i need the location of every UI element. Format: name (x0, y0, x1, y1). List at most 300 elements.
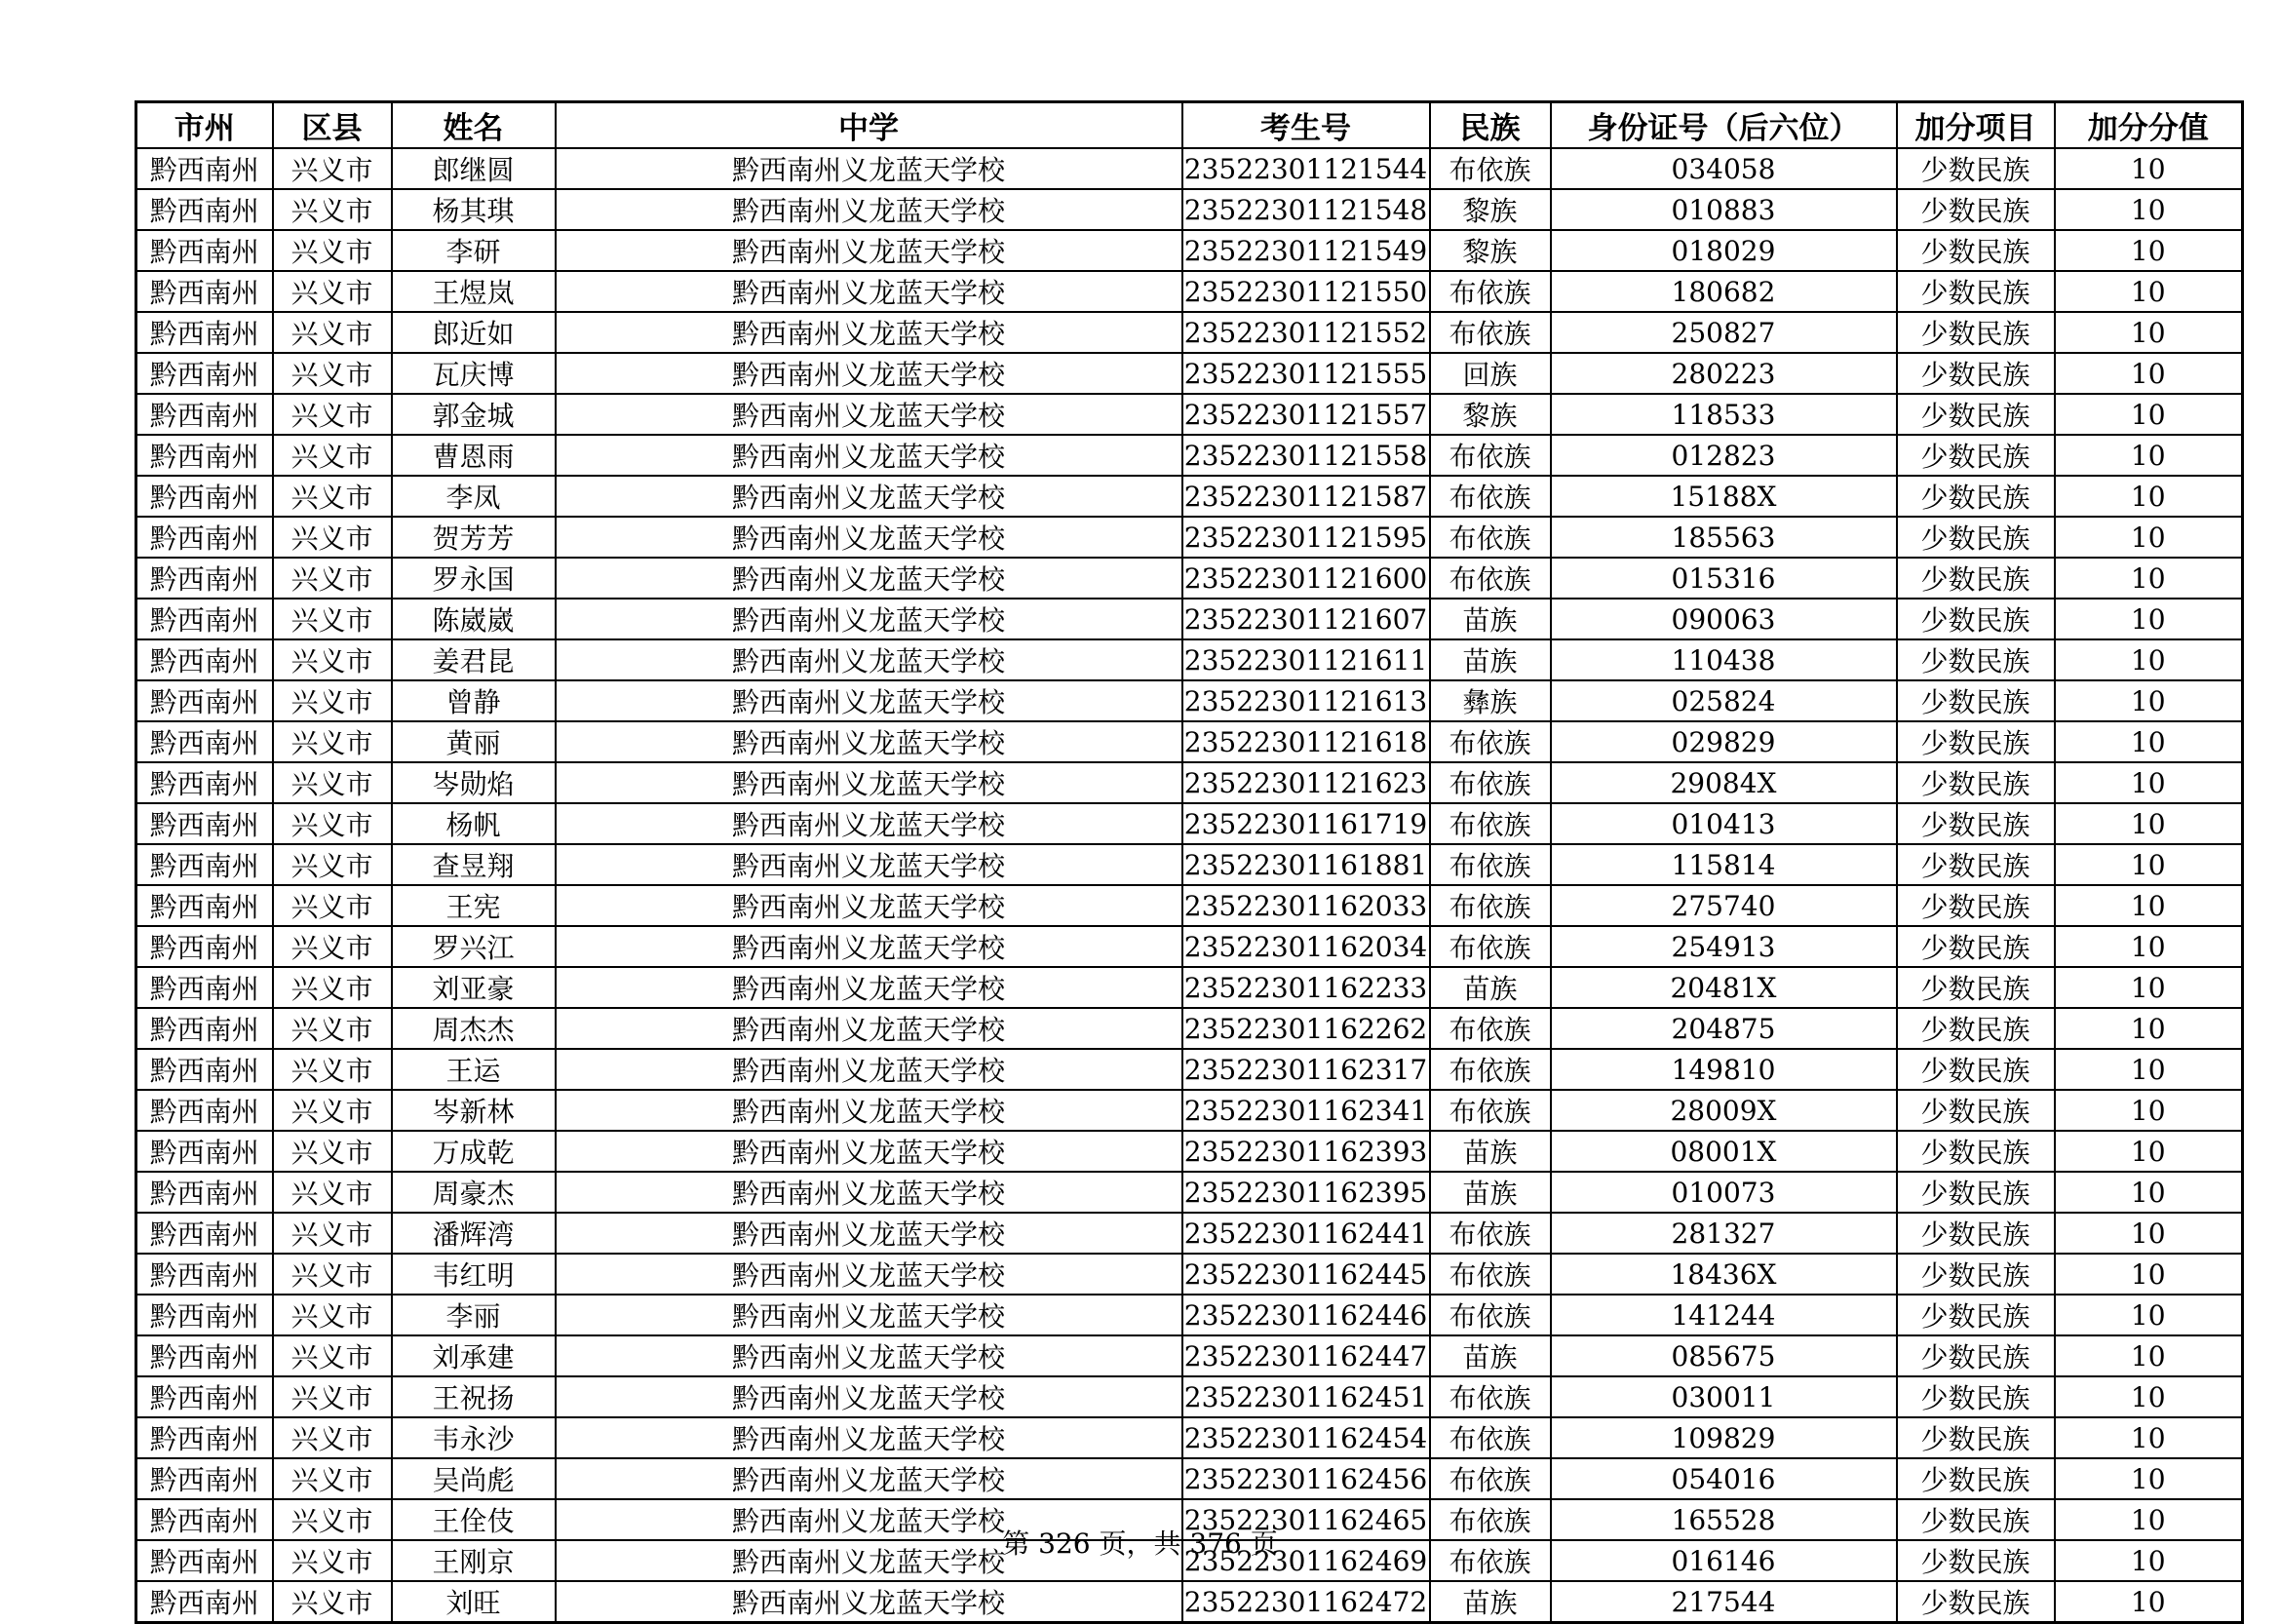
ethnicity-cell: 布依族 (1430, 476, 1551, 517)
bonus-item-cell: 少数民族 (1897, 189, 2055, 230)
bonus-score-cell: 10 (2055, 1172, 2243, 1213)
district-cell: 兴义市 (273, 1172, 392, 1213)
ethnicity-cell: 布依族 (1430, 1458, 1551, 1499)
ethnicity-cell: 苗族 (1430, 599, 1551, 639)
table-row (136, 1172, 2243, 1213)
city-cell: 黔西南州 (136, 1254, 273, 1295)
district-cell: 兴义市 (273, 926, 392, 967)
school-cell: 黔西南州义龙蓝天学校 (556, 885, 1182, 926)
city-cell: 黔西南州 (136, 680, 273, 721)
bonus-score-cell: 10 (2055, 1335, 2243, 1376)
exam-id-cell: 23522301162445 (1182, 1254, 1430, 1295)
id-suffix-cell: 185563 (1551, 517, 1897, 558)
school-cell: 黔西南州义龙蓝天学校 (556, 762, 1182, 803)
school-cell: 黔西南州义龙蓝天学校 (556, 1008, 1182, 1049)
school-cell: 黔西南州义龙蓝天学校 (556, 517, 1182, 558)
ethnicity-cell: 黎族 (1430, 394, 1551, 435)
bonus-score-cell: 10 (2055, 803, 2243, 844)
table-row (136, 844, 2243, 885)
name-cell: 郭金城 (392, 394, 556, 435)
name-cell: 周杰杰 (392, 1008, 556, 1049)
id-suffix-cell: 165528 (1551, 1499, 1897, 1540)
name-cell: 姜君昆 (392, 639, 556, 680)
school-cell: 黔西南州义龙蓝天学校 (556, 1254, 1182, 1295)
district-cell: 兴义市 (273, 721, 392, 762)
ethnicity-cell: 布依族 (1430, 721, 1551, 762)
exam-id-cell: 23522301121555 (1182, 353, 1430, 394)
school-cell: 黔西南州义龙蓝天学校 (556, 680, 1182, 721)
id-suffix-cell: 281327 (1551, 1213, 1897, 1254)
table-row (136, 721, 2243, 762)
name-cell: 贺芳芳 (392, 517, 556, 558)
district-cell: 兴义市 (273, 230, 392, 271)
exam-id-cell: 23522301121595 (1182, 517, 1430, 558)
name-cell: 刘承建 (392, 1335, 556, 1376)
ethnicity-cell: 黎族 (1430, 189, 1551, 230)
table-row (136, 435, 2243, 476)
exam-id-cell: 23522301121587 (1182, 476, 1430, 517)
ethnicity-cell: 布依族 (1430, 148, 1551, 189)
table-row (136, 762, 2243, 803)
page-number: 第 326 页，共 376 页 (1002, 1527, 1278, 1560)
name-cell: 郎继圆 (392, 148, 556, 189)
bonus-item-cell: 少数民族 (1897, 1295, 2055, 1335)
school-cell: 黔西南州义龙蓝天学校 (556, 1213, 1182, 1254)
ethnicity-cell: 布依族 (1430, 435, 1551, 476)
school-cell: 黔西南州义龙蓝天学校 (556, 1335, 1182, 1376)
name-cell: 陈崴崴 (392, 599, 556, 639)
bonus-score-cell: 10 (2055, 476, 2243, 517)
exam-id-cell: 23522301121611 (1182, 639, 1430, 680)
header-row (136, 102, 2243, 149)
ethnicity-cell: 苗族 (1430, 967, 1551, 1008)
id-suffix-cell: 016146 (1551, 1540, 1897, 1581)
bonus-score-cell: 10 (2055, 435, 2243, 476)
exam-id-cell: 23522301121607 (1182, 599, 1430, 639)
exam-id-cell: 23522301162451 (1182, 1376, 1430, 1417)
bonus-score-cell: 10 (2055, 148, 2243, 189)
id-suffix-cell: 15188X (1551, 476, 1897, 517)
district-cell: 兴义市 (273, 1540, 392, 1581)
city-cell: 黔西南州 (136, 599, 273, 639)
district-cell: 兴义市 (273, 1458, 392, 1499)
bonus-score-cell: 10 (2055, 1581, 2243, 1623)
district-cell: 兴义市 (273, 435, 392, 476)
table-row (136, 1458, 2243, 1499)
district-cell: 兴义市 (273, 1049, 392, 1090)
bonus-item-cell: 少数民族 (1897, 762, 2055, 803)
city-cell: 黔西南州 (136, 1295, 273, 1335)
exam-id-cell: 23522301162465 (1182, 1499, 1430, 1540)
bonus-score-cell: 10 (2055, 1049, 2243, 1090)
id-suffix-cell: 254913 (1551, 926, 1897, 967)
table-row (136, 394, 2243, 435)
district-cell: 兴义市 (273, 1499, 392, 1540)
city-cell: 黔西南州 (136, 1335, 273, 1376)
bonus-item-cell: 少数民族 (1897, 1090, 2055, 1131)
city-cell: 黔西南州 (136, 1049, 273, 1090)
district-cell: 兴义市 (273, 1417, 392, 1458)
school-cell: 黔西南州义龙蓝天学校 (556, 353, 1182, 394)
bonus-score-cell: 10 (2055, 312, 2243, 353)
district-cell: 兴义市 (273, 680, 392, 721)
name-cell: 曹恩雨 (392, 435, 556, 476)
name-cell: 曾静 (392, 680, 556, 721)
exam-id-cell: 23522301121600 (1182, 558, 1430, 599)
exam-id-cell: 23522301121558 (1182, 435, 1430, 476)
id-suffix-cell: 180682 (1551, 271, 1897, 312)
district-cell: 兴义市 (273, 558, 392, 599)
name-cell: 刘亚豪 (392, 967, 556, 1008)
bonus-score-cell: 10 (2055, 1499, 2243, 1540)
table-row (136, 680, 2243, 721)
table-row (136, 926, 2243, 967)
table-row (136, 353, 2243, 394)
bonus-score-cell: 10 (2055, 1213, 2243, 1254)
school-cell: 黔西南州义龙蓝天学校 (556, 967, 1182, 1008)
id-suffix-cell: 030011 (1551, 1376, 1897, 1417)
district-cell: 兴义市 (273, 476, 392, 517)
city-cell: 黔西南州 (136, 1417, 273, 1458)
city-cell: 黔西南州 (136, 517, 273, 558)
district-cell: 兴义市 (273, 394, 392, 435)
bonus-item-cell: 少数民族 (1897, 271, 2055, 312)
city-cell: 黔西南州 (136, 230, 273, 271)
name-cell: 罗永国 (392, 558, 556, 599)
ethnicity-cell: 苗族 (1430, 639, 1551, 680)
ethnicity-cell: 布依族 (1430, 1049, 1551, 1090)
id-suffix-cell: 29084X (1551, 762, 1897, 803)
bonus-item-cell: 少数民族 (1897, 599, 2055, 639)
school-cell: 黔西南州义龙蓝天学校 (556, 639, 1182, 680)
city-cell: 黔西南州 (136, 721, 273, 762)
city-cell: 黔西南州 (136, 476, 273, 517)
district-cell: 兴义市 (273, 189, 392, 230)
district-cell: 兴义市 (273, 312, 392, 353)
exam-id-cell: 23522301162441 (1182, 1213, 1430, 1254)
bonus-score-cell: 10 (2055, 353, 2243, 394)
ethnicity-cell: 布依族 (1430, 1008, 1551, 1049)
school-cell: 黔西南州义龙蓝天学校 (556, 271, 1182, 312)
school-cell: 黔西南州义龙蓝天学校 (556, 312, 1182, 353)
district-cell: 兴义市 (273, 1295, 392, 1335)
bonus-score-cell: 10 (2055, 1090, 2243, 1131)
school-cell: 黔西南州义龙蓝天学校 (556, 1049, 1182, 1090)
name-cell: 韦红明 (392, 1254, 556, 1295)
id-suffix-cell: 054016 (1551, 1458, 1897, 1499)
ethnicity-cell: 布依族 (1430, 1295, 1551, 1335)
city-cell: 黔西南州 (136, 1540, 273, 1581)
name-cell: 查昱翔 (392, 844, 556, 885)
bonus-score-cell: 10 (2055, 1376, 2243, 1417)
district-cell: 兴义市 (273, 1581, 392, 1623)
bonus-item-cell: 少数民族 (1897, 639, 2055, 680)
school-cell: 黔西南州义龙蓝天学校 (556, 844, 1182, 885)
table-row (136, 599, 2243, 639)
exam-id-cell: 23522301162472 (1182, 1581, 1430, 1623)
bonus-item-cell: 少数民族 (1897, 721, 2055, 762)
bonus-score-cell: 10 (2055, 885, 2243, 926)
ethnicity-cell: 布依族 (1430, 517, 1551, 558)
city-cell: 黔西南州 (136, 844, 273, 885)
exam-id-cell: 23522301161881 (1182, 844, 1430, 885)
district-cell: 兴义市 (273, 803, 392, 844)
district-cell: 兴义市 (273, 762, 392, 803)
id-suffix-cell: 012823 (1551, 435, 1897, 476)
score-bonus-table (135, 100, 2244, 1624)
bonus-item-cell: 少数民族 (1897, 230, 2055, 271)
city-cell: 黔西南州 (136, 885, 273, 926)
school-cell: 黔西南州义龙蓝天学校 (556, 1417, 1182, 1458)
ethnicity-cell: 布依族 (1430, 926, 1551, 967)
column-header-name: 姓名 (392, 102, 556, 149)
bonus-score-cell: 10 (2055, 762, 2243, 803)
table-row (136, 271, 2243, 312)
city-cell: 黔西南州 (136, 189, 273, 230)
bonus-score-cell: 10 (2055, 1008, 2243, 1049)
id-suffix-cell: 18436X (1551, 1254, 1897, 1295)
table-row (136, 189, 2243, 230)
ethnicity-cell: 布依族 (1430, 1499, 1551, 1540)
column-header-city: 市州 (136, 102, 273, 149)
table-row (136, 1417, 2243, 1458)
city-cell: 黔西南州 (136, 1008, 273, 1049)
ethnicity-cell: 布依族 (1430, 762, 1551, 803)
table-row (136, 517, 2243, 558)
bonus-item-cell: 少数民族 (1897, 926, 2055, 967)
table-row (136, 885, 2243, 926)
table-row (136, 1049, 2243, 1090)
id-suffix-cell: 141244 (1551, 1295, 1897, 1335)
school-cell: 黔西南州义龙蓝天学校 (556, 1499, 1182, 1540)
district-cell: 兴义市 (273, 517, 392, 558)
id-suffix-cell: 217544 (1551, 1581, 1897, 1623)
bonus-score-cell: 10 (2055, 721, 2243, 762)
id-suffix-cell: 280223 (1551, 353, 1897, 394)
bonus-item-cell: 少数民族 (1897, 435, 2055, 476)
ethnicity-cell: 回族 (1430, 353, 1551, 394)
exam-id-cell: 23522301162454 (1182, 1417, 1430, 1458)
city-cell: 黔西南州 (136, 435, 273, 476)
id-suffix-cell: 085675 (1551, 1335, 1897, 1376)
city-cell: 黔西南州 (136, 1172, 273, 1213)
exam-id-cell: 23522301162034 (1182, 926, 1430, 967)
name-cell: 郎近如 (392, 312, 556, 353)
id-suffix-cell: 275740 (1551, 885, 1897, 926)
bonus-item-cell: 少数民族 (1897, 680, 2055, 721)
district-cell: 兴义市 (273, 271, 392, 312)
ethnicity-cell: 彝族 (1430, 680, 1551, 721)
district-cell: 兴义市 (273, 353, 392, 394)
ethnicity-cell: 布依族 (1430, 271, 1551, 312)
city-cell: 黔西南州 (136, 312, 273, 353)
exam-id-cell: 23522301161719 (1182, 803, 1430, 844)
id-suffix-cell: 118533 (1551, 394, 1897, 435)
city-cell: 黔西南州 (136, 1090, 273, 1131)
ethnicity-cell: 布依族 (1430, 558, 1551, 599)
bonus-score-cell: 10 (2055, 271, 2243, 312)
school-cell: 黔西南州义龙蓝天学校 (556, 1131, 1182, 1172)
ethnicity-cell: 布依族 (1430, 1090, 1551, 1131)
bonus-item-cell: 少数民族 (1897, 1458, 2055, 1499)
exam-id-cell: 23522301162233 (1182, 967, 1430, 1008)
district-cell: 兴义市 (273, 1254, 392, 1295)
name-cell: 刘旺 (392, 1581, 556, 1623)
district-cell: 兴义市 (273, 1008, 392, 1049)
id-suffix-cell: 010883 (1551, 189, 1897, 230)
name-cell: 王祝扬 (392, 1376, 556, 1417)
id-suffix-cell: 149810 (1551, 1049, 1897, 1090)
district-cell: 兴义市 (273, 639, 392, 680)
id-suffix-cell: 250827 (1551, 312, 1897, 353)
bonus-score-cell: 10 (2055, 680, 2243, 721)
id-suffix-cell: 025824 (1551, 680, 1897, 721)
exam-id-cell: 23522301121548 (1182, 189, 1430, 230)
district-cell: 兴义市 (273, 148, 392, 189)
school-cell: 黔西南州义龙蓝天学校 (556, 721, 1182, 762)
school-cell: 黔西南州义龙蓝天学校 (556, 435, 1182, 476)
column-header-school: 中学 (556, 102, 1182, 149)
district-cell: 兴义市 (273, 1090, 392, 1131)
table-row (136, 1254, 2243, 1295)
school-cell: 黔西南州义龙蓝天学校 (556, 926, 1182, 967)
exam-id-cell: 23522301121557 (1182, 394, 1430, 435)
table-row (136, 312, 2243, 353)
bonus-item-cell: 少数民族 (1897, 517, 2055, 558)
name-cell: 潘辉湾 (392, 1213, 556, 1254)
bonus-item-cell: 少数民族 (1897, 1417, 2055, 1458)
name-cell: 岑勋焰 (392, 762, 556, 803)
city-cell: 黔西南州 (136, 1376, 273, 1417)
name-cell: 李凤 (392, 476, 556, 517)
bonus-item-cell: 少数民族 (1897, 394, 2055, 435)
district-cell: 兴义市 (273, 1376, 392, 1417)
exam-id-cell: 23522301162456 (1182, 1458, 1430, 1499)
ethnicity-cell: 布依族 (1430, 1376, 1551, 1417)
exam-id-cell: 23522301121549 (1182, 230, 1430, 271)
exam-id-cell: 23522301121552 (1182, 312, 1430, 353)
id-suffix-cell: 015316 (1551, 558, 1897, 599)
city-cell: 黔西南州 (136, 353, 273, 394)
ethnicity-cell: 苗族 (1430, 1581, 1551, 1623)
name-cell: 王煜岚 (392, 271, 556, 312)
column-header-id-suffix: 身份证号（后六位） (1551, 102, 1897, 149)
district-cell: 兴义市 (273, 1213, 392, 1254)
bonus-item-cell: 少数民族 (1897, 148, 2055, 189)
exam-id-cell: 23522301162447 (1182, 1335, 1430, 1376)
id-suffix-cell: 110438 (1551, 639, 1897, 680)
bonus-score-cell: 10 (2055, 844, 2243, 885)
table-row (136, 148, 2243, 189)
city-cell: 黔西南州 (136, 967, 273, 1008)
school-cell: 黔西南州义龙蓝天学校 (556, 394, 1182, 435)
table-row (136, 1295, 2243, 1335)
bonus-item-cell: 少数民族 (1897, 1008, 2055, 1049)
bonus-item-cell: 少数民族 (1897, 1540, 2055, 1581)
district-cell: 兴义市 (273, 1335, 392, 1376)
name-cell: 吴尚彪 (392, 1458, 556, 1499)
name-cell: 韦永沙 (392, 1417, 556, 1458)
exam-id-cell: 23522301121550 (1182, 271, 1430, 312)
bonus-score-cell: 10 (2055, 1295, 2243, 1335)
name-cell: 杨其琪 (392, 189, 556, 230)
bonus-item-cell: 少数民族 (1897, 803, 2055, 844)
column-header-bonus-item: 加分项目 (1897, 102, 2055, 149)
bonus-score-cell: 10 (2055, 639, 2243, 680)
city-cell: 黔西南州 (136, 926, 273, 967)
bonus-item-cell: 少数民族 (1897, 1254, 2055, 1295)
city-cell: 黔西南州 (136, 558, 273, 599)
bonus-item-cell: 少数民族 (1897, 1213, 2055, 1254)
column-header-district: 区县 (273, 102, 392, 149)
bonus-item-cell: 少数民族 (1897, 558, 2055, 599)
ethnicity-cell: 布依族 (1430, 803, 1551, 844)
name-cell: 万成乾 (392, 1131, 556, 1172)
district-cell: 兴义市 (273, 844, 392, 885)
bonus-item-cell: 少数民族 (1897, 1499, 2055, 1540)
bonus-score-cell: 10 (2055, 926, 2243, 967)
bonus-score-cell: 10 (2055, 1458, 2243, 1499)
name-cell: 李研 (392, 230, 556, 271)
school-cell: 黔西南州义龙蓝天学校 (556, 1295, 1182, 1335)
bonus-score-cell: 10 (2055, 230, 2243, 271)
bonus-score-cell: 10 (2055, 189, 2243, 230)
id-suffix-cell: 20481X (1551, 967, 1897, 1008)
table-row (136, 476, 2243, 517)
ethnicity-cell: 布依族 (1430, 844, 1551, 885)
ethnicity-cell: 布依族 (1430, 885, 1551, 926)
name-cell: 王刚京 (392, 1540, 556, 1581)
name-cell: 李丽 (392, 1295, 556, 1335)
city-cell: 黔西南州 (136, 394, 273, 435)
name-cell: 王佺伎 (392, 1499, 556, 1540)
bonus-item-cell: 少数民族 (1897, 1172, 2055, 1213)
ethnicity-cell: 布依族 (1430, 1540, 1551, 1581)
city-cell: 黔西南州 (136, 1581, 273, 1623)
table-row (136, 967, 2243, 1008)
school-cell: 黔西南州义龙蓝天学校 (556, 189, 1182, 230)
district-cell: 兴义市 (273, 967, 392, 1008)
exam-id-cell: 23522301121544 (1182, 148, 1430, 189)
exam-id-cell: 23522301162341 (1182, 1090, 1430, 1131)
exam-id-cell: 23522301162395 (1182, 1172, 1430, 1213)
district-cell: 兴义市 (273, 1131, 392, 1172)
exam-id-cell: 23522301121618 (1182, 721, 1430, 762)
bonus-score-cell: 10 (2055, 1131, 2243, 1172)
city-cell: 黔西南州 (136, 762, 273, 803)
school-cell: 黔西南州义龙蓝天学校 (556, 1581, 1182, 1623)
school-cell: 黔西南州义龙蓝天学校 (556, 230, 1182, 271)
column-header-bonus-score: 加分分值 (2055, 102, 2243, 149)
bonus-item-cell: 少数民族 (1897, 312, 2055, 353)
school-cell: 黔西南州义龙蓝天学校 (556, 558, 1182, 599)
name-cell: 罗兴江 (392, 926, 556, 967)
bonus-item-cell: 少数民族 (1897, 844, 2055, 885)
district-cell: 兴义市 (273, 885, 392, 926)
bonus-score-cell: 10 (2055, 1417, 2243, 1458)
exam-id-cell: 23522301162469 (1182, 1540, 1430, 1581)
ethnicity-cell: 布依族 (1430, 312, 1551, 353)
column-header-ethnicity: 民族 (1430, 102, 1551, 149)
name-cell: 王宪 (392, 885, 556, 926)
table-row (136, 1376, 2243, 1417)
bonus-score-cell: 10 (2055, 394, 2243, 435)
id-suffix-cell: 28009X (1551, 1090, 1897, 1131)
id-suffix-cell: 034058 (1551, 148, 1897, 189)
table-row (136, 803, 2243, 844)
bonus-score-cell: 10 (2055, 1540, 2243, 1581)
city-cell: 黔西南州 (136, 803, 273, 844)
